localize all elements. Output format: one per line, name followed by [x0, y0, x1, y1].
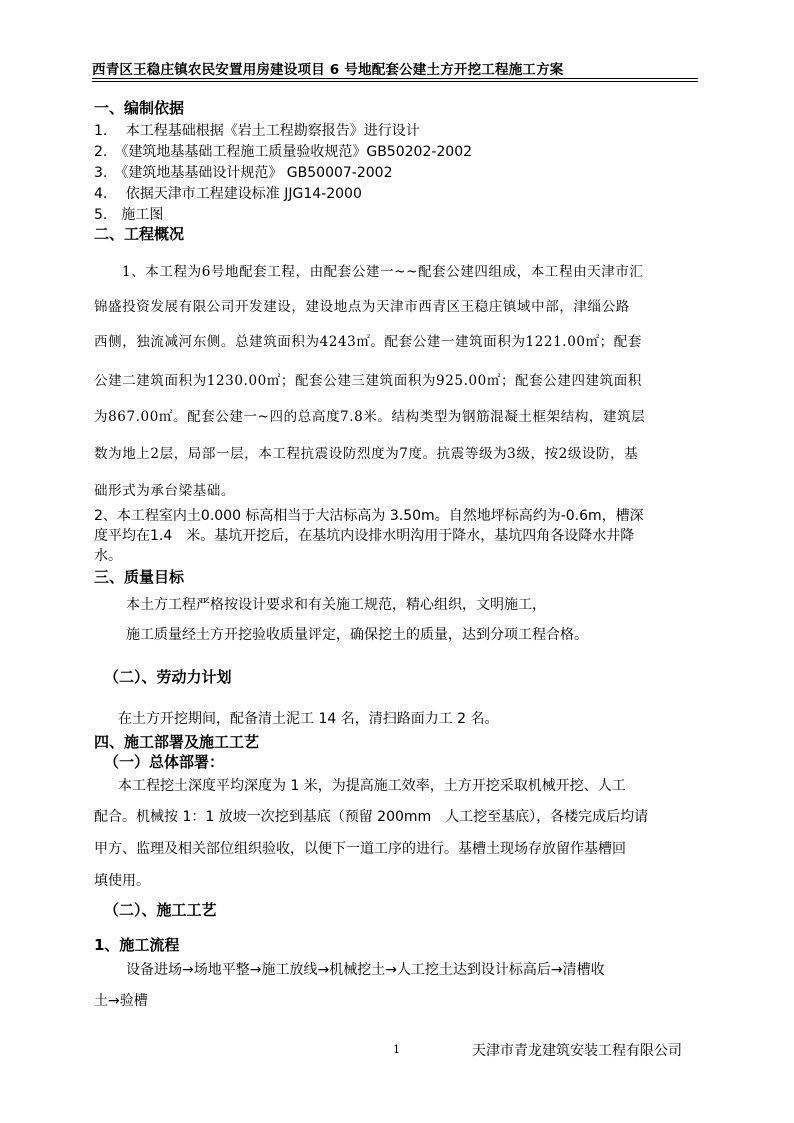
section-heading-deployment: 四、施工部署及施工工艺	[94, 733, 260, 751]
flow-line-2: 土→验槽	[94, 993, 148, 1009]
header-rule	[92, 78, 698, 79]
flow-line-1: 设备进场→场地平整→施工放线→机械挖土→人工挖土达到设计标高后→清槽收	[126, 962, 605, 978]
labor-heading: （二）、劳动力计划	[104, 668, 232, 686]
flow-heading: 1、施工流程	[94, 936, 180, 954]
basis-item-3: 3. 《建筑地基基础设计规范》 GB50007-2002	[94, 165, 393, 181]
overview-line-3: 西侧，独流减河东侧。总建筑面积为4243㎡。配套公建一建筑面积为1221.00㎡；配套	[94, 334, 642, 350]
basis-item-5: 5. 施工图	[94, 207, 164, 223]
overview-line-5: 为867.00㎡。配套公建一~四的总高度7.8米。结构类型为钢筋混凝土框架结构，建筑层	[94, 409, 646, 425]
deployment-line-2: 配合。机械按 1：1 放坡一次挖到基底（预留 200mm 人工挖至基底），各楼完成后均请	[94, 809, 649, 825]
deployment-line-3: 甲方、监理及相关部位组织验收，以便下一道工序的进行。基槽土现场存放留作基槽回	[94, 841, 626, 857]
overview-line-1: 1、本工程为6号地配套工程，由配套公建一~~配套公建四组成，本工程由天津市汇	[122, 264, 644, 280]
basis-item-4: 4. 依据天津市工程建设标准 JJG14-2000	[94, 186, 362, 202]
overview-line-7: 础形式为承台梁基础。	[94, 483, 235, 499]
overview-line-4: 公建二建筑面积为1230.00㎡；配套公建三建筑面积为925.00㎡；配套公建四建筑面积	[94, 373, 642, 389]
overview-line-6: 数为地上2层，局部一层，本工程抗震设防烈度为7度。抗震等级为3级，按2级设防，基	[94, 446, 639, 462]
section-heading-basis: 一、编制依据	[94, 99, 185, 117]
overview-para2-line-3: 水。	[94, 548, 122, 564]
deployment-line-1: 本工程挖土深度平均深度为 1 米，为提高施工效率，土方开挖采取机械开挖、人工	[118, 778, 626, 794]
footer-company: 天津市青龙建筑安装工程有限公司	[472, 1043, 682, 1059]
quality-line-1: 本土方工程严格按设计要求和有关施工规范，精心组织，文明施工，	[126, 597, 546, 613]
page-header-title: 西青区王稳庄镇农民安置用房建设项目 6 号地配套公建土方开挖工程施工方案	[92, 62, 564, 78]
overview-para2-line-2: 度平均在1.4 米。基坑开挖后，在基坑内设排水明沟用于降水，基坑四角各设降水井降	[94, 528, 635, 544]
page-number: 1	[393, 1043, 400, 1056]
basis-item-1: 1. 本工程基础根据《岩土工程勘察报告》进行设计	[94, 123, 420, 139]
labor-line: 在土方开挖期间，配备清土泥工 14 名，清扫路面力工 2 名。	[118, 711, 499, 727]
overall-deployment-heading: （一）总体部署：	[104, 753, 225, 771]
deployment-line-4: 填使用。	[94, 873, 150, 889]
overview-para2-line-1: 2、本工程室内土0.000 标高相当于大沽标高为 3.50m。自然地坪标高约为-0.6m，槽深	[94, 508, 644, 524]
overview-line-2: 锦盛投资发展有限公司开发建设，建设地点为天津市西青区王稳庄镇域中部，津缁公路	[94, 299, 630, 315]
process-heading: （二）、施工工艺	[104, 901, 217, 919]
basis-item-2: 2. 《建筑地基基础工程施工质量验收规范》GB50202-2002	[94, 144, 473, 160]
section-heading-overview: 二、工程概况	[94, 225, 185, 243]
section-heading-quality: 三、质量目标	[94, 568, 185, 586]
header-rule-thin	[92, 81, 698, 82]
quality-line-2: 施工质量经土方开挖验收质量评定，确保挖土的质量，达到分项工程合格。	[126, 627, 588, 643]
